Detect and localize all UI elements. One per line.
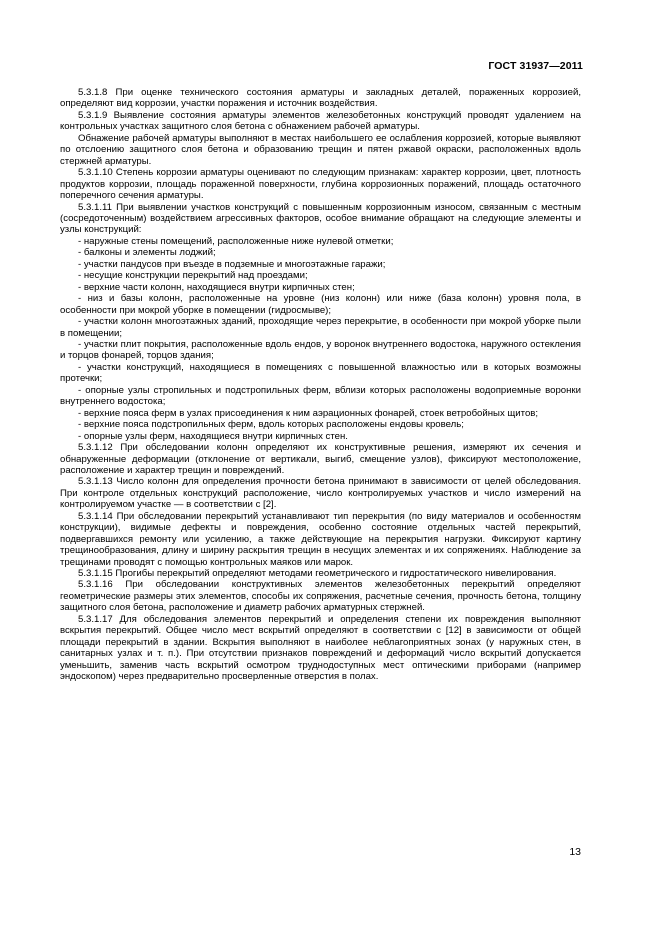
page-body <box>60 87 581 683</box>
list-item: - балконы и элементы лоджий; <box>78 247 216 259</box>
paragraph-5-3-1-11: 5.3.1.11 При выявлении участков конструкций с повышенным коррозионным износом, связанным с местным (сосредоточенным) воздействием агрессивных факторов, особое внимание обращают на следующие элементы и узлы конструкций: <box>60 201 581 236</box>
list-item: - несущие конструкции перекрытий над проездами; <box>78 270 308 282</box>
page-number: 13 <box>569 846 581 858</box>
paragraph-5-3-1-9: 5.3.1.9 Выявление состояния арматуры элементов железобетонных конструкций проводят удалением на контрольных участках защитного слоя бетона с обнажением рабочей арматуры. <box>60 109 581 133</box>
list-item: - верхние пояса ферм в узлах присоединения к ним аэрационных фонарей, стоек ветробойных щитов; <box>78 407 539 419</box>
list-item: - участки конструкций, находящиеся в помещениях с повышенной влажностью или в которых возможны протечки; <box>60 361 581 385</box>
paragraph-5-3-1-14: 5.3.1.14 При обследовании перекрытий устанавливают тип перекрытия (по виду материалов и особенностям конструкции), видимые дефекты и повреждения, особенно состояние отдельных частей перекрытий, подвергавшихся ремонту или усилению, а также действующие на перекрытия нагрузки. Фиксируют картину трещинообразования, длину и ширину раскрытия трещин в несущих элементах и их сопряжениях. Наблюдение за трещинами проводят с помощью контрольных маяков или марок. <box>60 510 581 568</box>
list-item: - участки колонн многоэтажных зданий, проходящие через перекрытие, в особенности при мокрой уборке пыли в помещении; <box>60 316 581 339</box>
paragraph-exposure: Обнажение рабочей арматуры выполняют в местах наибольшего ее ослабления коррозией, которые выявляют по отслоению защитного слоя бетона и образованию трещин и пятен ржавой окраски, расположенных вдоль стержней арматуры. <box>60 132 581 167</box>
list-item: - наружные стены помещений, расположенные ниже нулевой отметки; <box>78 235 394 247</box>
list-item: - верхние пояса подстропильных ферм, вдоль которых расположены ендовы кровель; <box>78 419 464 431</box>
paragraph-5-3-1-15: 5.3.1.15 Прогибы перекрытий определяют методами геометрического и гидростатического нивелирования. <box>78 568 557 580</box>
document-code: ГОСТ 31937—2011 <box>488 60 583 72</box>
list-item: - опорные узлы ферм, находящиеся внутри кирпичных стен. <box>78 430 348 442</box>
paragraph-5-3-1-16: 5.3.1.16 При обследовании конструктивных элементов железобетонных перекрытий определяют геометрические размеры этих элементов, способы их сопряжения, расчетные сечения, прочность бетона, толщину защитного слоя бетона, расположение и диаметр рабочих арматурных стержней. <box>60 579 581 614</box>
list-item: - опорные узлы стропильных и подстропильных ферм, вблизи которых расположены водоприемные воронки внутреннего водостока; <box>60 384 581 408</box>
paragraph-5-3-1-10: 5.3.1.10 Степень коррозии арматуры оценивают по следующим признакам: характер коррозии, цвет, плотность продуктов коррозии, площадь пораженной поверхности, глубина коррозионных поражений, площадь остаточного поперечного сечения арматуры. <box>60 167 581 202</box>
paragraph-5-3-1-17: 5.3.1.17 Для обследования элементов перекрытий и определения степени их повреждения выполняют вскрытия перекрытий. Общее число мест вскрытий определяют в соответствии с [12] в зависимости от общей площади перекрытий в здании. Вскрытия выполняют в наиболее неблагоприятных зонах (у наружных стен, в санитарных узлах и т. п.). При отсутствии признаков повреждений и деформаций число вскрытий допускается уменьшить, заменив часть вскрытий осмотром труднодоступных мест оптическими приборами (например эндоскопом) через предварительно просверленные отверстия в полах. <box>60 613 581 683</box>
list-item: - участки плит покрытия, расположенные вдоль ендов, у воронок внутреннего водостока, наружного остекления и торцов фонарей, торцов здания; <box>60 338 581 362</box>
list-item: - низ и базы колонн, расположенные на уровне (низ колонн) или ниже (база колонн) уровня пола, в особенности при мокрой уборке в помещении (гидросмыве); <box>60 293 581 316</box>
paragraph-5-3-1-12: 5.3.1.12 При обследовании колонн определяют их конструктивные решения, измеряют их сечения и обнаруженные деформации (отклонение от вертикали, выгиб, смещение узлов), фиксируют местоположение, расположение и характер трещин и повреждений. <box>60 442 581 476</box>
paragraph-5-3-1-13: 5.3.1.13 Число колонн для определения прочности бетона принимают в зависимости от целей обследования. При контроле отдельных конструкций расположение, число контролируемых участков и число измерений на контролируемом участке — в соответствии с [2]. <box>60 476 581 511</box>
list-item: - верхние части колонн, находящиеся внутри кирпичных стен; <box>78 281 355 293</box>
list-item: - участки пандусов при въезде в подземные и многоэтажные гаражи; <box>78 258 386 270</box>
paragraph-5-3-1-8: 5.3.1.8 При оценке технического состояния арматуры и закладных деталей, пораженных коррозией, определяют вид коррозии, участки поражения и источник воздействия. <box>60 87 581 110</box>
